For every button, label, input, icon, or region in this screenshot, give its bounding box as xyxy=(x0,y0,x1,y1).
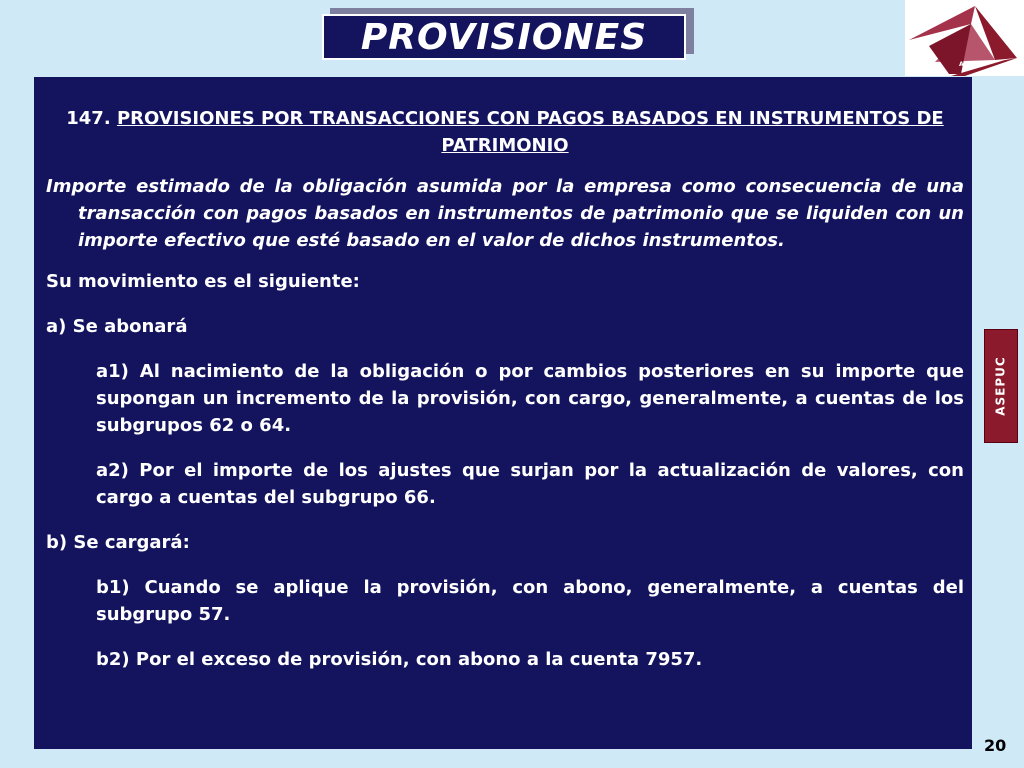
slide-title-box xyxy=(322,14,686,60)
slide-title: PROVISIONES xyxy=(360,16,648,58)
page-number: 20 xyxy=(984,736,1007,755)
content-panel xyxy=(34,77,972,749)
heading-title: PROVISIONES POR TRANSACCIONES CON PAGOS BASADOS EN INSTRUMENTOS DE PATRIMONIO xyxy=(116,108,944,156)
logo-label: ASEPUC xyxy=(959,61,986,68)
asepuc-logo xyxy=(905,0,1024,76)
item-b2: b2) Por el exceso de provisión, con abono a la cuenta 7957. xyxy=(96,649,703,670)
credit-label: a) Se abonará xyxy=(46,316,188,337)
side-tab xyxy=(984,329,1018,443)
definition-text: Importe estimado de la obligación asumida por la empresa como consecuencia de una transacción con pagos basados en instrumentos de patrimonio que se liquiden con un importe efectivo que esté basado en el valor de dichos instrumentos. xyxy=(46,176,964,251)
item-a1: a1) Al nacimiento de la obligación o por cambios posteriores en su importe que supongan un incremento de la provisión, con cargo, generalmente, a cuentas de los subgrupos 62 o 64. xyxy=(96,361,964,436)
item-a2: a2) Por el importe de los ajustes que surjan por la actualización de valores, con cargo a cuentas del subgrupo 66. xyxy=(96,460,964,508)
heading-number: 147. xyxy=(66,108,111,129)
item-b1: b1) Cuando se aplique la provisión, con abono, generalmente, a cuentas del subgrupo 57. xyxy=(96,577,964,625)
side-tab-label: ASEPUC xyxy=(994,356,1009,416)
section-heading xyxy=(46,105,964,159)
debit-label: b) Se cargará: xyxy=(46,532,190,553)
movement-intro: Su movimiento es el siguiente: xyxy=(46,271,360,292)
